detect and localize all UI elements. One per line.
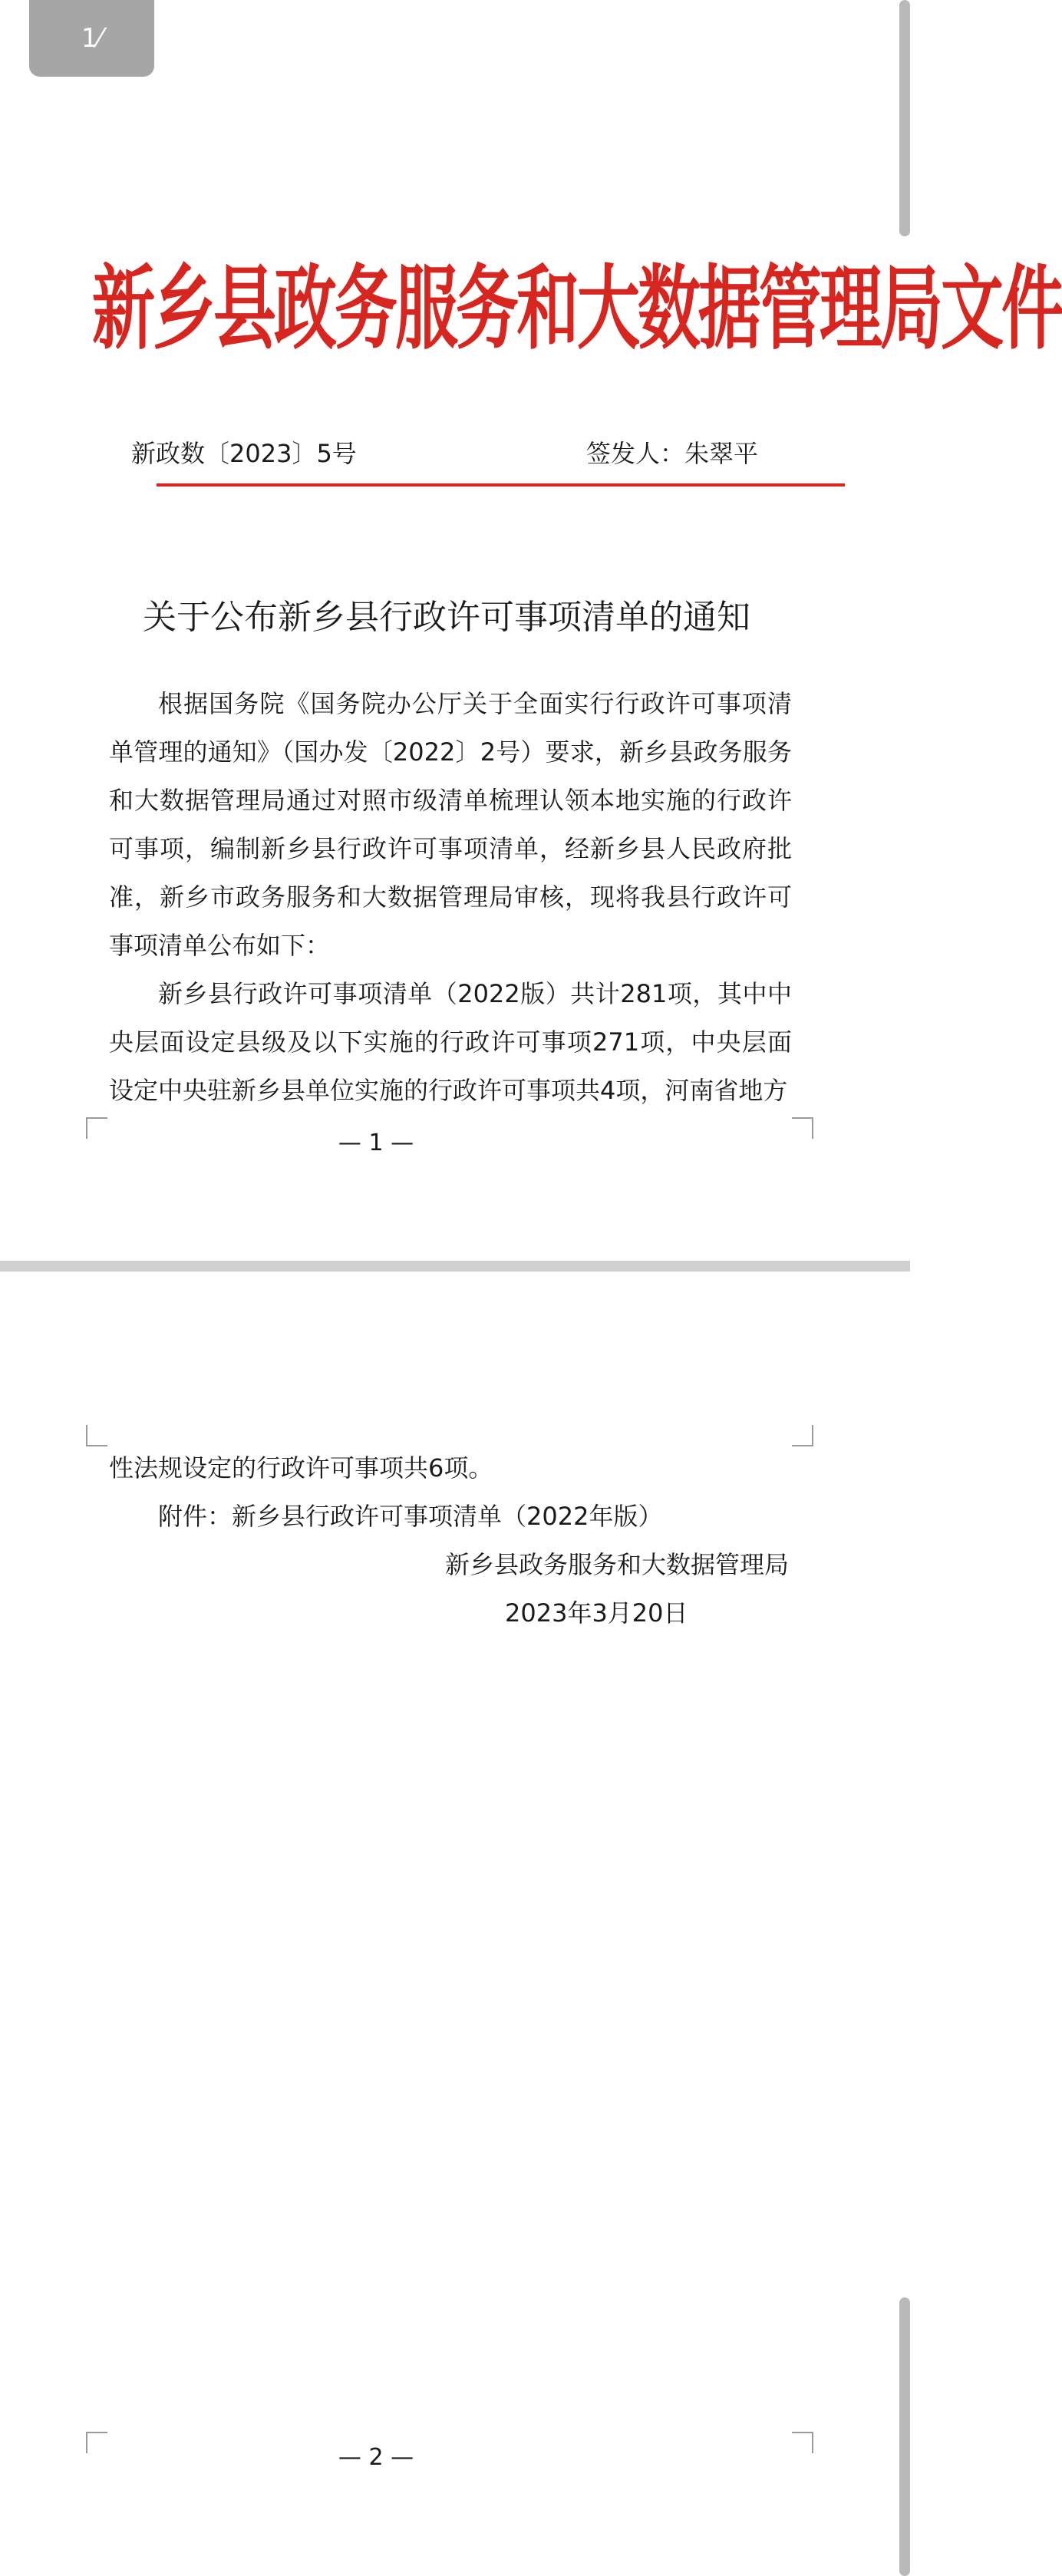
issue-date: 2023年3月20日 xyxy=(505,1598,688,1628)
page-separator xyxy=(0,1261,910,1272)
body-paragraph-1: 根据国务院《国务院办公厅关于全面实行行政许可事项清单管理的通知》（国办发〔2022〕2号）要求，新乡县政务服务和大数据管理局通过对照市级清单梳理认领本地实施的行政许可事项，编制新乡县行政许可事项清单，经新乡县人民政府批准，新乡市政务服务和大数据管理局审核，现将我县行政许可事项清单公布如下： xyxy=(109,689,792,960)
margin-corner-mark xyxy=(792,2432,813,2453)
margin-corner-mark xyxy=(792,1117,813,1139)
red-divider-line xyxy=(157,483,845,487)
signer-line: 签发人：朱翠平 xyxy=(586,439,759,468)
scrollbar-thumb-lower[interactable] xyxy=(899,2297,910,2576)
margin-corner-mark xyxy=(86,2432,107,2453)
body-paragraph-2: 新乡县行政许可事项清单（2022版）共计281项，其中中央层面设定县级及以下实施的行政许可事项271项，中央层面设定中央驻新乡县单位实施的行政许可事项共4项，河南省地方 xyxy=(109,979,792,1105)
document-page-2 xyxy=(0,1272,910,2576)
continuation-text: 性法规设定的行政许可事项共6项。 xyxy=(109,1453,493,1483)
margin-corner-mark xyxy=(86,1117,107,1139)
issuer-signature-line: 新乡县政务服务和大数据管理局 xyxy=(445,1550,790,1579)
document-number: 新政数〔2023〕5号 xyxy=(131,439,357,468)
margin-corner-mark xyxy=(792,1425,813,1446)
document-title: 关于公布新乡县行政许可事项清单的通知 xyxy=(143,598,750,637)
page-number: — 1 — xyxy=(338,1130,414,1156)
document-red-header: 新乡县政务服务和大数据管理局文件 xyxy=(92,255,1062,362)
page-indicator-badge[interactable]: 1⁄ xyxy=(29,0,154,77)
scrollbar-thumb[interactable] xyxy=(899,0,910,236)
attachment-line: 附件：新乡县行政许可事项清单（2022年版） xyxy=(158,1502,663,1531)
document-page-1 xyxy=(0,0,1062,1261)
page-number: — 2 — xyxy=(338,2444,414,2471)
margin-corner-mark xyxy=(86,1425,107,1446)
